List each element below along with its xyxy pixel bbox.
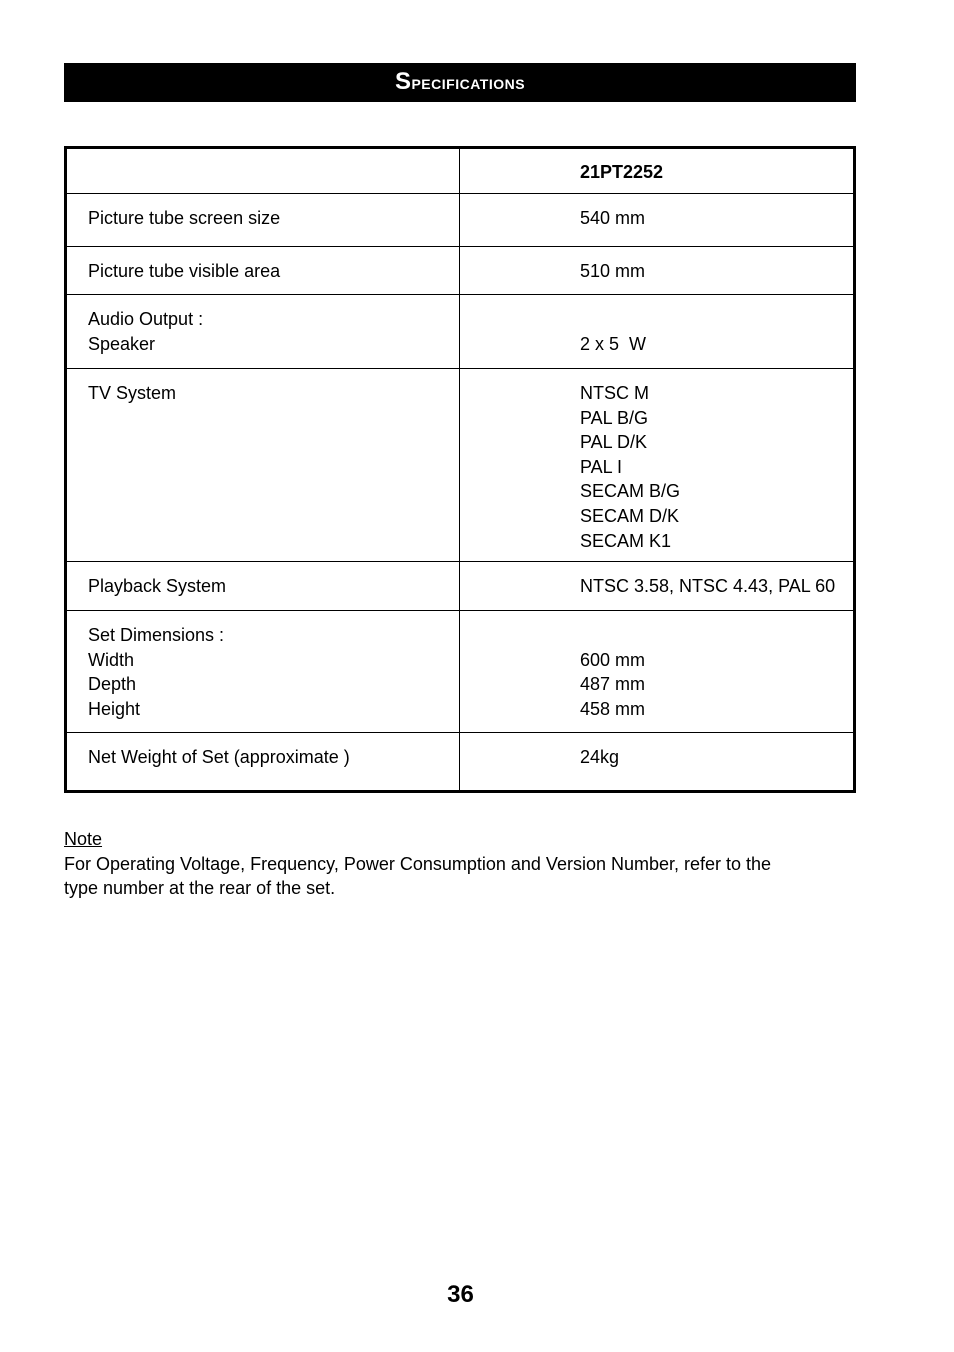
spec-value: PAL B/G — [580, 407, 649, 428]
spec-value: NTSC M — [580, 383, 649, 403]
spec-value-cell — [460, 295, 855, 369]
spec-label-cell — [66, 194, 460, 247]
note-section — [64, 827, 844, 901]
table-row — [66, 295, 855, 369]
spec-value: SECAM D/K — [580, 505, 680, 526]
spec-label: Speaker — [88, 333, 156, 354]
table-row — [66, 247, 855, 295]
spec-value-cell — [460, 562, 855, 611]
model-header-cell — [460, 148, 855, 194]
table-row — [66, 562, 855, 611]
spec-value — [580, 623, 853, 648]
spec-value: 2 x 5 W — [580, 333, 647, 354]
model-name: 21PT2252 — [580, 162, 664, 182]
spec-value-cell — [460, 194, 855, 247]
spec-value: 487 mm — [580, 674, 646, 695]
spec-value-cell — [460, 369, 855, 562]
spec-label: Set Dimensions : — [88, 625, 225, 645]
spec-value: SECAM B/G — [580, 481, 681, 502]
spec-value: 458 mm — [580, 698, 646, 719]
spec-label: Picture tube visible area — [88, 261, 281, 281]
note-text-line: type number at the rear of the set. — [64, 878, 336, 899]
header-empty-cell — [66, 148, 460, 194]
spec-value: 510 mm — [580, 261, 646, 281]
note-text-line: For Operating Voltage, Frequency, Power Consumption and Version Number, refer to the — [64, 853, 772, 874]
table-header-row — [66, 148, 855, 194]
spec-label-cell — [66, 733, 460, 792]
spec-value: PAL I — [580, 456, 623, 477]
spec-label-cell — [66, 611, 460, 733]
spec-label: TV System — [88, 383, 177, 403]
table-row — [66, 733, 855, 792]
specifications-table — [64, 146, 856, 793]
spec-label-cell — [66, 247, 460, 295]
spec-value: NTSC 3.58, NTSC 4.43, PAL 60 — [580, 576, 836, 596]
spec-value: 600 mm — [580, 649, 646, 670]
spec-label: Audio Output : — [88, 309, 204, 329]
spec-value — [580, 307, 853, 332]
spec-label-cell — [66, 562, 460, 611]
table-row — [66, 194, 855, 247]
spec-label: Net Weight of Set (approximate ) — [88, 747, 350, 767]
spec-value: SECAM K1 — [580, 530, 672, 551]
spec-label: Width — [88, 649, 135, 670]
spec-label: Depth — [88, 674, 137, 695]
spec-value: 24kg — [580, 747, 620, 767]
spec-value-cell — [460, 733, 855, 792]
spec-label: Picture tube screen size — [88, 208, 281, 228]
spec-value: PAL D/K — [580, 432, 648, 453]
spec-label-cell — [66, 369, 460, 562]
page-title — [64, 63, 856, 102]
page-number: 36 — [447, 1281, 474, 1308]
spec-label-cell — [66, 295, 460, 369]
spec-value-cell — [460, 611, 855, 733]
table-row — [66, 369, 855, 562]
spec-label: Height — [88, 698, 141, 719]
table-row — [66, 611, 855, 733]
spec-value: 540 mm — [580, 208, 646, 228]
page-title-rest: pecifications — [411, 72, 526, 94]
note-heading: Note — [64, 829, 103, 849]
page-title-initial: S — [394, 68, 412, 95]
spec-value-cell — [460, 247, 855, 295]
spec-label: Playback System — [88, 576, 227, 596]
